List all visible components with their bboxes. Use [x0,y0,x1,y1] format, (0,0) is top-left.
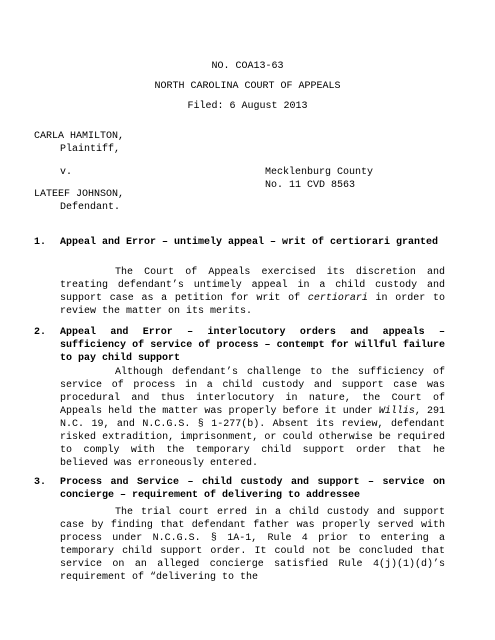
court-name: NORTH CAROLINA COURT OF APPEALS [154,81,341,92]
case-number: No. 11 CVD 8563 [265,180,356,191]
headnote-text: The trial court erred in a child custody and support case by finding that defendant father was properly served with process under N.C.G.S. § 1A-1, Rule 4 prior to entering a temporary child support order. It could not be concluded that service on an alleged concierge satisfied Rule 4(j)(1)(d)’s requirement of “delivering to the [60,507,445,583]
headnote-text: The Court of Appeals exercised its discretion and treating defendant’s untimely appeal in a child custody and support case as a petition for writ of certiorari in order to review the matter on its merits. [60,267,446,317]
headnote-heading: Appeal and Error – untimely appeal – writ of certiorari granted [60,237,439,248]
headnote-number: 3. [34,477,47,488]
headnote-number: 1. [34,237,47,248]
versus-label: v. [60,167,73,178]
defendant-name: LATEEF JOHNSON, [34,189,125,200]
headnote-text: Although defendant’s challenge to the sufficiency of service of process in a child custody and support case was procedural and thus interlocutory in nature, the Court of Appeals held the matter was properly before it under Willis, 291 N.C. 19, and N.C.G.S. § 1-277(b). Absent its review, defendant risked extradition, imprisonment, or could otherwise be required to comply with the temporary child support order that he believed was erroneously entered. [60,367,445,469]
plaintiff-name: CARLA HAMILTON, [34,131,125,142]
docket-number: NO. COA13-63 [211,61,284,72]
headnote-number: 2. [34,327,47,338]
plaintiff-role: Plaintiff, [60,144,121,155]
defendant-role: Defendant. [60,202,121,213]
headnote-heading: Appeal and Error – interlocutory orders and appeals – sufficiency of service of process – contempt for willful failure to pay child support [60,327,445,364]
county-label: Mecklenburg County [265,167,374,178]
filed-date: Filed: 6 August 2013 [187,101,308,112]
headnote-heading: Process and Service – child custody and support – service on concierge – requirement of delivering to addressee [60,477,445,501]
